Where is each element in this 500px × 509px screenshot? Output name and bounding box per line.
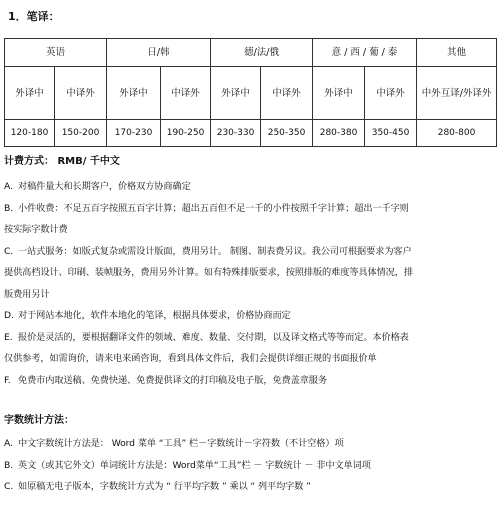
direction-cell: 中译外 (261, 67, 313, 120)
group-header: 日/韩 (107, 39, 211, 67)
list-item: A. 对稿件量大和长期客户，价格双方协商确定 (4, 181, 191, 192)
direction-cell: 外译中 (107, 67, 161, 120)
list-item-continuation: 按实际字数计费 (4, 224, 68, 235)
list-item: A. 中文字数统计方法是： Word 菜单 “工具” 栏－字数统计－字符数（不计空格）项 (4, 438, 344, 449)
group-header: 英语 (5, 39, 107, 67)
section-title: 1．笔译： (8, 10, 60, 23)
list-item: C. 一站式服务：如版式复杂或需设计版面，费用另计。 制图、制表费另议。我公司可根据要求为客户 (4, 245, 412, 257)
direction-cell: 中译外 (365, 67, 417, 120)
price-cell: 280-800 (417, 120, 497, 147)
direction-row (5, 67, 497, 120)
group-header: 意 / 西 / 葡 / 泰 (313, 39, 417, 67)
price-cell: 250-350 (261, 120, 313, 147)
direction-cell: 外译中 (5, 67, 55, 120)
price-cell: 280-380 (313, 120, 365, 147)
price-cell: 120-180 (5, 120, 55, 147)
price-cell: 190-250 (161, 120, 211, 147)
direction-cell: 外译中 (211, 67, 261, 120)
price-cell: 170-230 (107, 120, 161, 147)
wordcount-section (4, 413, 496, 498)
list-item-continuation: 版费用另计 (4, 288, 50, 300)
list-item: F. 免费市内取送稿、免费快递、免费提供译文的打印稿及电子版，免费盖章服务 (4, 374, 327, 386)
direction-cell: 中外互译/外译外 (417, 67, 497, 120)
wordcount-heading: 字数统计方法： (4, 415, 74, 426)
list-item: B. 小件收费：不足五百字按照五百字计算；超出五百但不足一千的小件按照千字计算；超出一千字则 (4, 202, 409, 214)
list-item: B. 英文（或其它外文）单词统计方法是：Word菜单“工具”栏 － 字数统计 － 非中文单词项 (4, 459, 371, 471)
list-item-continuation: 仅供参考，如需询价，请来电来函咨询，看到具体文件后，我们会提供详细正规的书面报价单 (4, 353, 377, 364)
group-header: 德/法/俄 (211, 39, 313, 67)
price-cell: 230-330 (211, 120, 261, 147)
price-cell: 350-450 (365, 120, 417, 147)
list-item: C. 如原稿无电子版本，字数统计方式为 “ 行平均字数 ” 乘以 “ 列平均字数 ” (4, 481, 311, 492)
billing-heading: 计费方式： RMB/ 千中文 (4, 156, 120, 167)
language-group-row (5, 39, 497, 67)
group-header: 其他 (417, 39, 497, 67)
list-item: E. 报价是灵活的，要根据翻译文件的领域、难度、数量、交付期，以及译文格式等等而定。本价格表 (4, 331, 409, 343)
price-cell: 150-200 (55, 120, 107, 147)
list-item: D. 对于网站本地化，软件本地化的笔译，根据具体要求，价格协商而定 (4, 310, 291, 321)
billing-section (4, 154, 496, 391)
price-table (4, 38, 497, 147)
list-item-continuation: 提供高档设计、印刷、装帧服务，费用另外计算。如有特殊排版要求，按照排版的难度等具体情况，排 (4, 267, 413, 278)
price-row (5, 120, 497, 147)
direction-cell: 中译外 (161, 67, 211, 120)
direction-cell: 外译中 (313, 67, 365, 120)
direction-cell: 中译外 (55, 67, 107, 120)
